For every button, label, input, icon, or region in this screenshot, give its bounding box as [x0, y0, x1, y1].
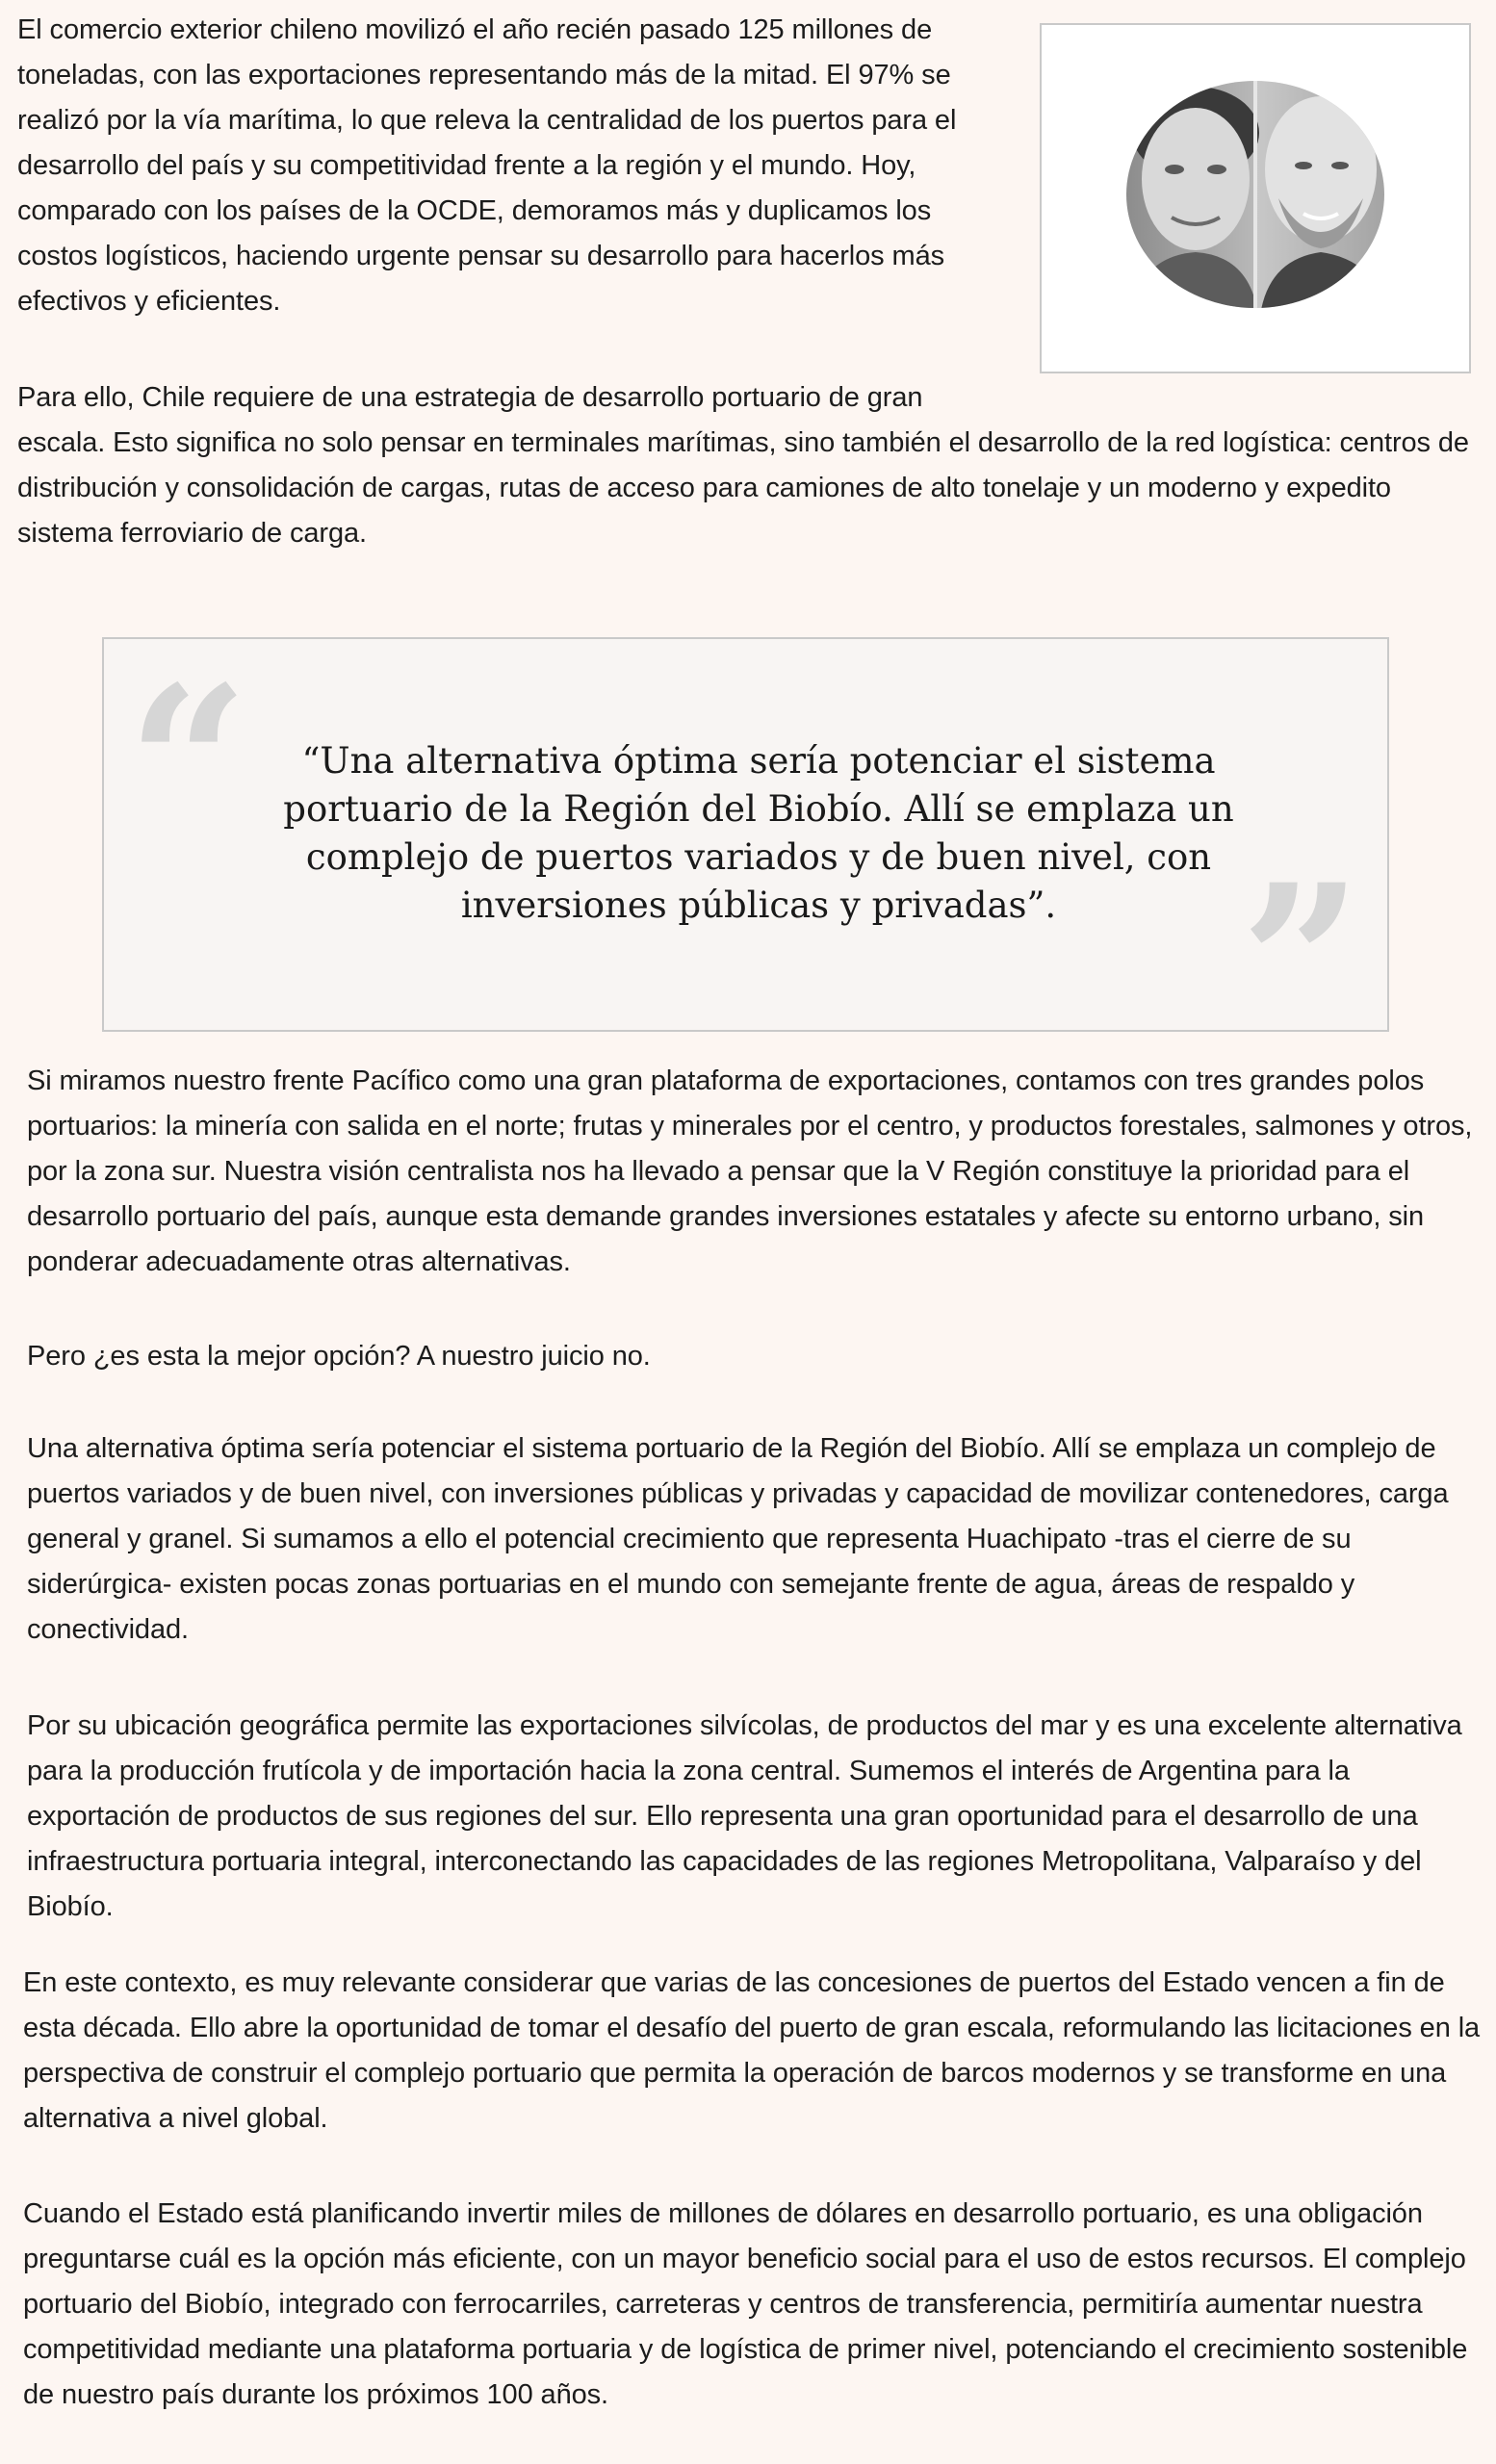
- author-photo-frame: [1040, 23, 1471, 373]
- article-paragraph-6: Por su ubicación geográfica permite las exportaciones silvícolas, de productos del mar y es una excelente alternativa para la producción frutícola y de importación hacia la zona central. Sumemos el interés de Argentina para la exportación de productos de sus regiones del sur. Ello representa una gran oportunidad para el desarrollo de una infraestructura portuaria integral, interconectando las capacidades de las regiones Metropolitana, Valparaíso y del Biobío.: [27, 1710, 1462, 1922]
- author-portraits-image: [1042, 25, 1473, 375]
- paragraph-2-first-line: Para ello, Chile requiere de una estrategia de desarrollo portuario de gran: [17, 382, 923, 413]
- article-paragraph-2: [17, 375, 1481, 556]
- pull-quote-text: “Una alternativa óptima sería potenciar el sistema portuario de la Región del Biobío. Allí se emplaza un complejo de puertos variados y de buen nivel, con inversiones públicas y privadas”.: [283, 740, 1234, 926]
- pull-quote: [102, 637, 1389, 1087]
- article-paragraph-3: Si miramos nuestro frente Pacífico como una gran plataforma de exportaciones, contamos con tres grandes polos portuarios: la minería con salida en el norte; frutas y minerales por el centro, y productos forestales, salmones y otros, por la zona sur. Nuestra visión centralista nos ha llevado a pensar que la V Región constituye la prioridad para el desarrollo portuario del país, aunque esta demande grandes inversiones estatales y afecte su entorno urbano, sin ponderar adecuadamente otras alternativas.: [27, 1065, 1473, 1277]
- article-paragraph-5: Una alternativa óptima sería potenciar el sistema portuario de la Región del Biobío. Allí se emplaza un complejo de puertos variados y de buen nivel, con inversiones públicas y privadas y capacidad de movilizar contenedores, carga general y granel. Si sumamos a ello el potencial crecimiento que representa Huachipato -tras el cierre de su siderúrgica- existen pocas zonas portuarias en el mundo con semejante frente de agua, áreas de respaldo y conectividad.: [27, 1433, 1449, 1645]
- article-paragraph-4: Pero ¿es esta la mejor opción? A nuestro juicio no.: [27, 1341, 651, 1372]
- article-paragraph-8: Cuando el Estado está planificando invertir miles de millones de dólares en desarrollo portuario, es una obligación preguntarse cuál es la opción más eficiente, con un mayor beneficio social para el uso de estos recursos. El complejo portuario del Biobío, integrado con ferrocarriles, carreteras y centros de transferencia, permitiría aumentar nuestra competitividad mediante una plataforma portuaria y de logística de primer nivel, potenciando el crecimiento sostenible de nuestro país durante los próximos 100 años.: [23, 2198, 1468, 2410]
- open-quote-icon: “: [127, 639, 249, 888]
- close-quote-icon: ”: [1240, 837, 1362, 1087]
- article-paragraph-7: En este contexto, es muy relevante considerar que varias de las concesiones de puertos del Estado vencen a fin de esta década. Ello abre la oportunidad de tomar el desafío del puerto de gran escala, reformulando las licitaciones en la perspectiva de construir el complejo portuario que permita la operación de barcos modernos y se transforme en una alternativa a nivel global.: [23, 1967, 1481, 2134]
- article-paragraph-1: El comercio exterior chileno movilizó el año recién pasado 125 millones de toneladas, con las exportaciones representando más de la mitad. El 97% se realizó por la vía marítima, lo que releva la centralidad de los puertos para el desarrollo del país y su competitividad frente a la región y el mundo. Hoy, comparado con los países de la OCDE, demoramos más y duplicamos los costos logísticos, haciendo urgente pensar su desarrollo para hacerlos más efectivos y eficientes.: [17, 14, 957, 317]
- paragraph-2-rest: escala. Esto significa no solo pensar en terminales marítimas, sino también el desarrollo de la red logística: centros de distribución y consolidación de cargas, rutas de acceso para camiones de alto tonelaje y un moderno y expedito sistema ferroviario de carga.: [17, 427, 1469, 549]
